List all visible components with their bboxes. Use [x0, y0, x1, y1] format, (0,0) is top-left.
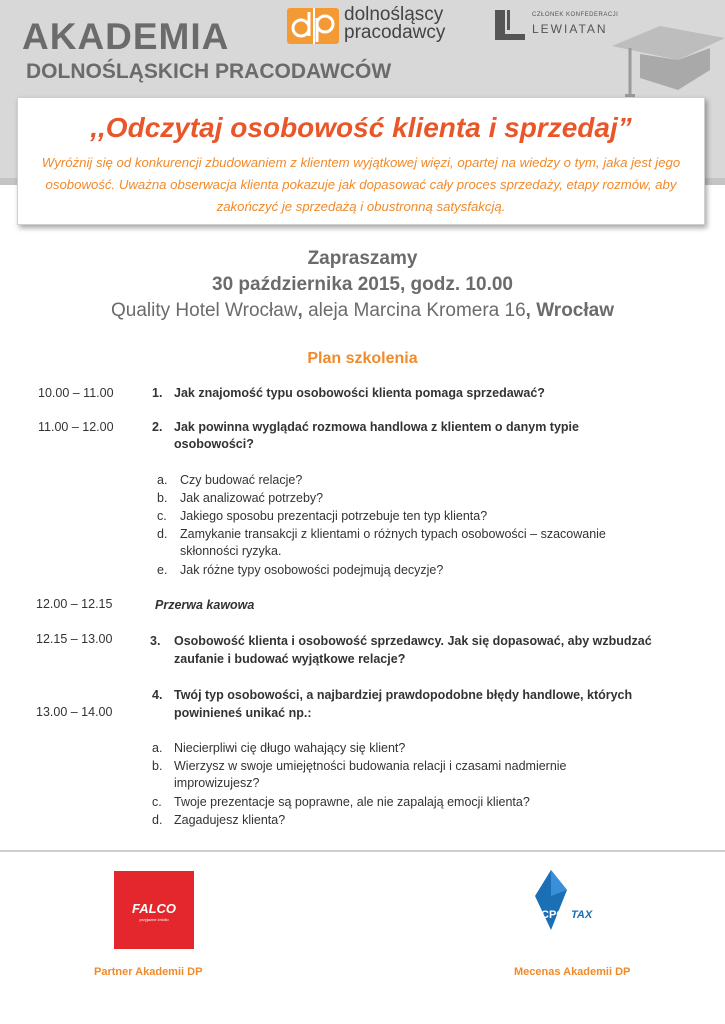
q4-text-line2: powinieneś unikać np.: — [174, 706, 312, 720]
q2-sub-b: Jak analizować potrzeby? — [180, 491, 324, 505]
q2-sub-d-line1: Zamykanie transakcji z klientami o różnych typach osobowości – szacowanie — [180, 527, 606, 541]
plan-heading: Plan szkolenia — [307, 350, 418, 367]
training-description: Wyróżnij się od konkurencji zbudowaniem z klientem wyjątkowej więzi, opartej na wiedzy o tym, jaka jest jego osobowość. Uważna obserwacja klienta pokazuje jak dopasować cały proces sprzedaży, etapy rozmów, aby zakończyć je sprzedażą i obustronną satysfakcją. — [41, 155, 681, 214]
q2-sub-d-mark: d. — [157, 527, 168, 541]
q4-sub-c-mark: c. — [152, 795, 162, 809]
address-sep-2: , — [525, 300, 537, 321]
time-slot-3: 12.00 – 12.15 — [36, 597, 113, 611]
q4-sub-d: Zagadujesz klienta? — [174, 813, 286, 827]
dp-logo-line1: dolnośląscy — [344, 4, 444, 25]
q2-number: 2. — [152, 420, 163, 434]
lewiatan-name: LEWIATAN — [532, 22, 608, 36]
venue-street: aleja Marcina Kromera 16 — [308, 300, 526, 321]
q3-number: 3. — [150, 634, 161, 648]
event-date: 30 października 2015, godz. 10.00 — [212, 274, 513, 295]
time-slot-1: 10.00 – 11.00 — [38, 386, 114, 400]
q2-sub-c: Jakiego sposobu prezentacji potrzebuje ten typ klienta? — [180, 509, 488, 523]
academy-title: AKADEMIA — [22, 16, 230, 57]
falco-logo-name: FALCO — [131, 901, 177, 916]
coffee-break: Przerwa kawowa — [155, 598, 255, 612]
q2-text-line1: Jak powinna wyglądać rozmowa handlowa z klientem o danym typie — [174, 420, 579, 434]
dp-logo-text — [344, 6, 445, 42]
q4-sub-a: Niecierpliwi cię długo wahający się klient? — [174, 741, 406, 755]
cpc-tax-logo — [527, 866, 611, 936]
time-slot-5: 13.00 – 14.00 — [36, 705, 113, 719]
q3-text-line1: Osobowość klienta i osobowość sprzedawcy. Jak się dopasować, aby wzbudzać — [174, 634, 652, 648]
q1-number: 1. — [152, 386, 163, 400]
partner-label: Partner Akademii DP — [94, 966, 203, 978]
lewiatan-logo-icon — [493, 8, 527, 42]
falco-logo — [114, 871, 194, 949]
q4-text-line1: Twój typ osobowości, a najbardziej prawdopodobne błędy handlowe, których — [174, 688, 633, 702]
q2-sub-b-mark: b. — [157, 491, 168, 505]
q2-text-line2: osobowości? — [174, 437, 254, 451]
footer-divider — [0, 850, 725, 852]
q4-sub-d-mark: d. — [152, 813, 163, 827]
venue-city: Wrocław — [536, 300, 614, 321]
mecenas-label: Mecenas Akademii DP — [514, 966, 631, 978]
q2-sub-e-mark: e. — [157, 563, 168, 577]
dp-logo-line2: pracodawcy — [344, 22, 446, 43]
lewiatan-member-text: CZŁONEK KONFEDERACJI — [532, 12, 619, 18]
q4-number: 4. — [152, 688, 163, 702]
q4-sub-b-line2: improwizujesz? — [174, 776, 260, 790]
cpc-logo-right: TAX — [571, 909, 593, 921]
q3-text-line2: zaufanie i budować wyjątkowe relacje? — [174, 652, 406, 666]
q2-sub-e: Jak różne typy osobowości podejmują decyzje? — [180, 563, 444, 577]
lead-box — [17, 97, 705, 225]
q2-sub-d-line2: skłonności ryzyka. — [180, 544, 282, 558]
q1-text: Jak znajomość typu osobowości klienta pomaga sprzedawać? — [174, 386, 545, 400]
q4-sub-c: Twoje prezentacje są poprawne, ale nie zapalają emocji klienta? — [174, 795, 530, 809]
cpc-logo-left: CPC — [541, 909, 565, 921]
event-address — [0, 300, 725, 322]
invite-heading: Zapraszamy — [307, 248, 418, 269]
q2-sub-c-mark: c. — [157, 509, 167, 523]
academy-subtitle: DOLNOŚLĄSKICH PRACODAWCÓW — [26, 60, 392, 83]
time-slot-2: 11.00 – 12.00 — [38, 420, 114, 434]
venue-name: Quality Hotel Wrocław — [111, 300, 298, 321]
time-slot-4: 12.15 – 13.00 — [36, 632, 113, 646]
q2-sub-a: Czy budować relacje? — [180, 473, 303, 487]
q2-sub-a-mark: a. — [157, 473, 168, 487]
q4-sub-b-mark: b. — [152, 759, 163, 773]
q4-sub-a-mark: a. — [152, 741, 163, 755]
q4-sub-b-line1: Wierzysz w swoje umiejętności budowania relacji i czasami nadmiernie — [174, 759, 567, 773]
address-sep-1: , — [297, 300, 309, 321]
training-title: ,,Odczytaj osobowość klienta i sprzedaj” — [90, 112, 632, 143]
dp-logo-icon — [287, 8, 339, 44]
falco-logo-tagline: przyjazne źródło — [139, 917, 169, 922]
